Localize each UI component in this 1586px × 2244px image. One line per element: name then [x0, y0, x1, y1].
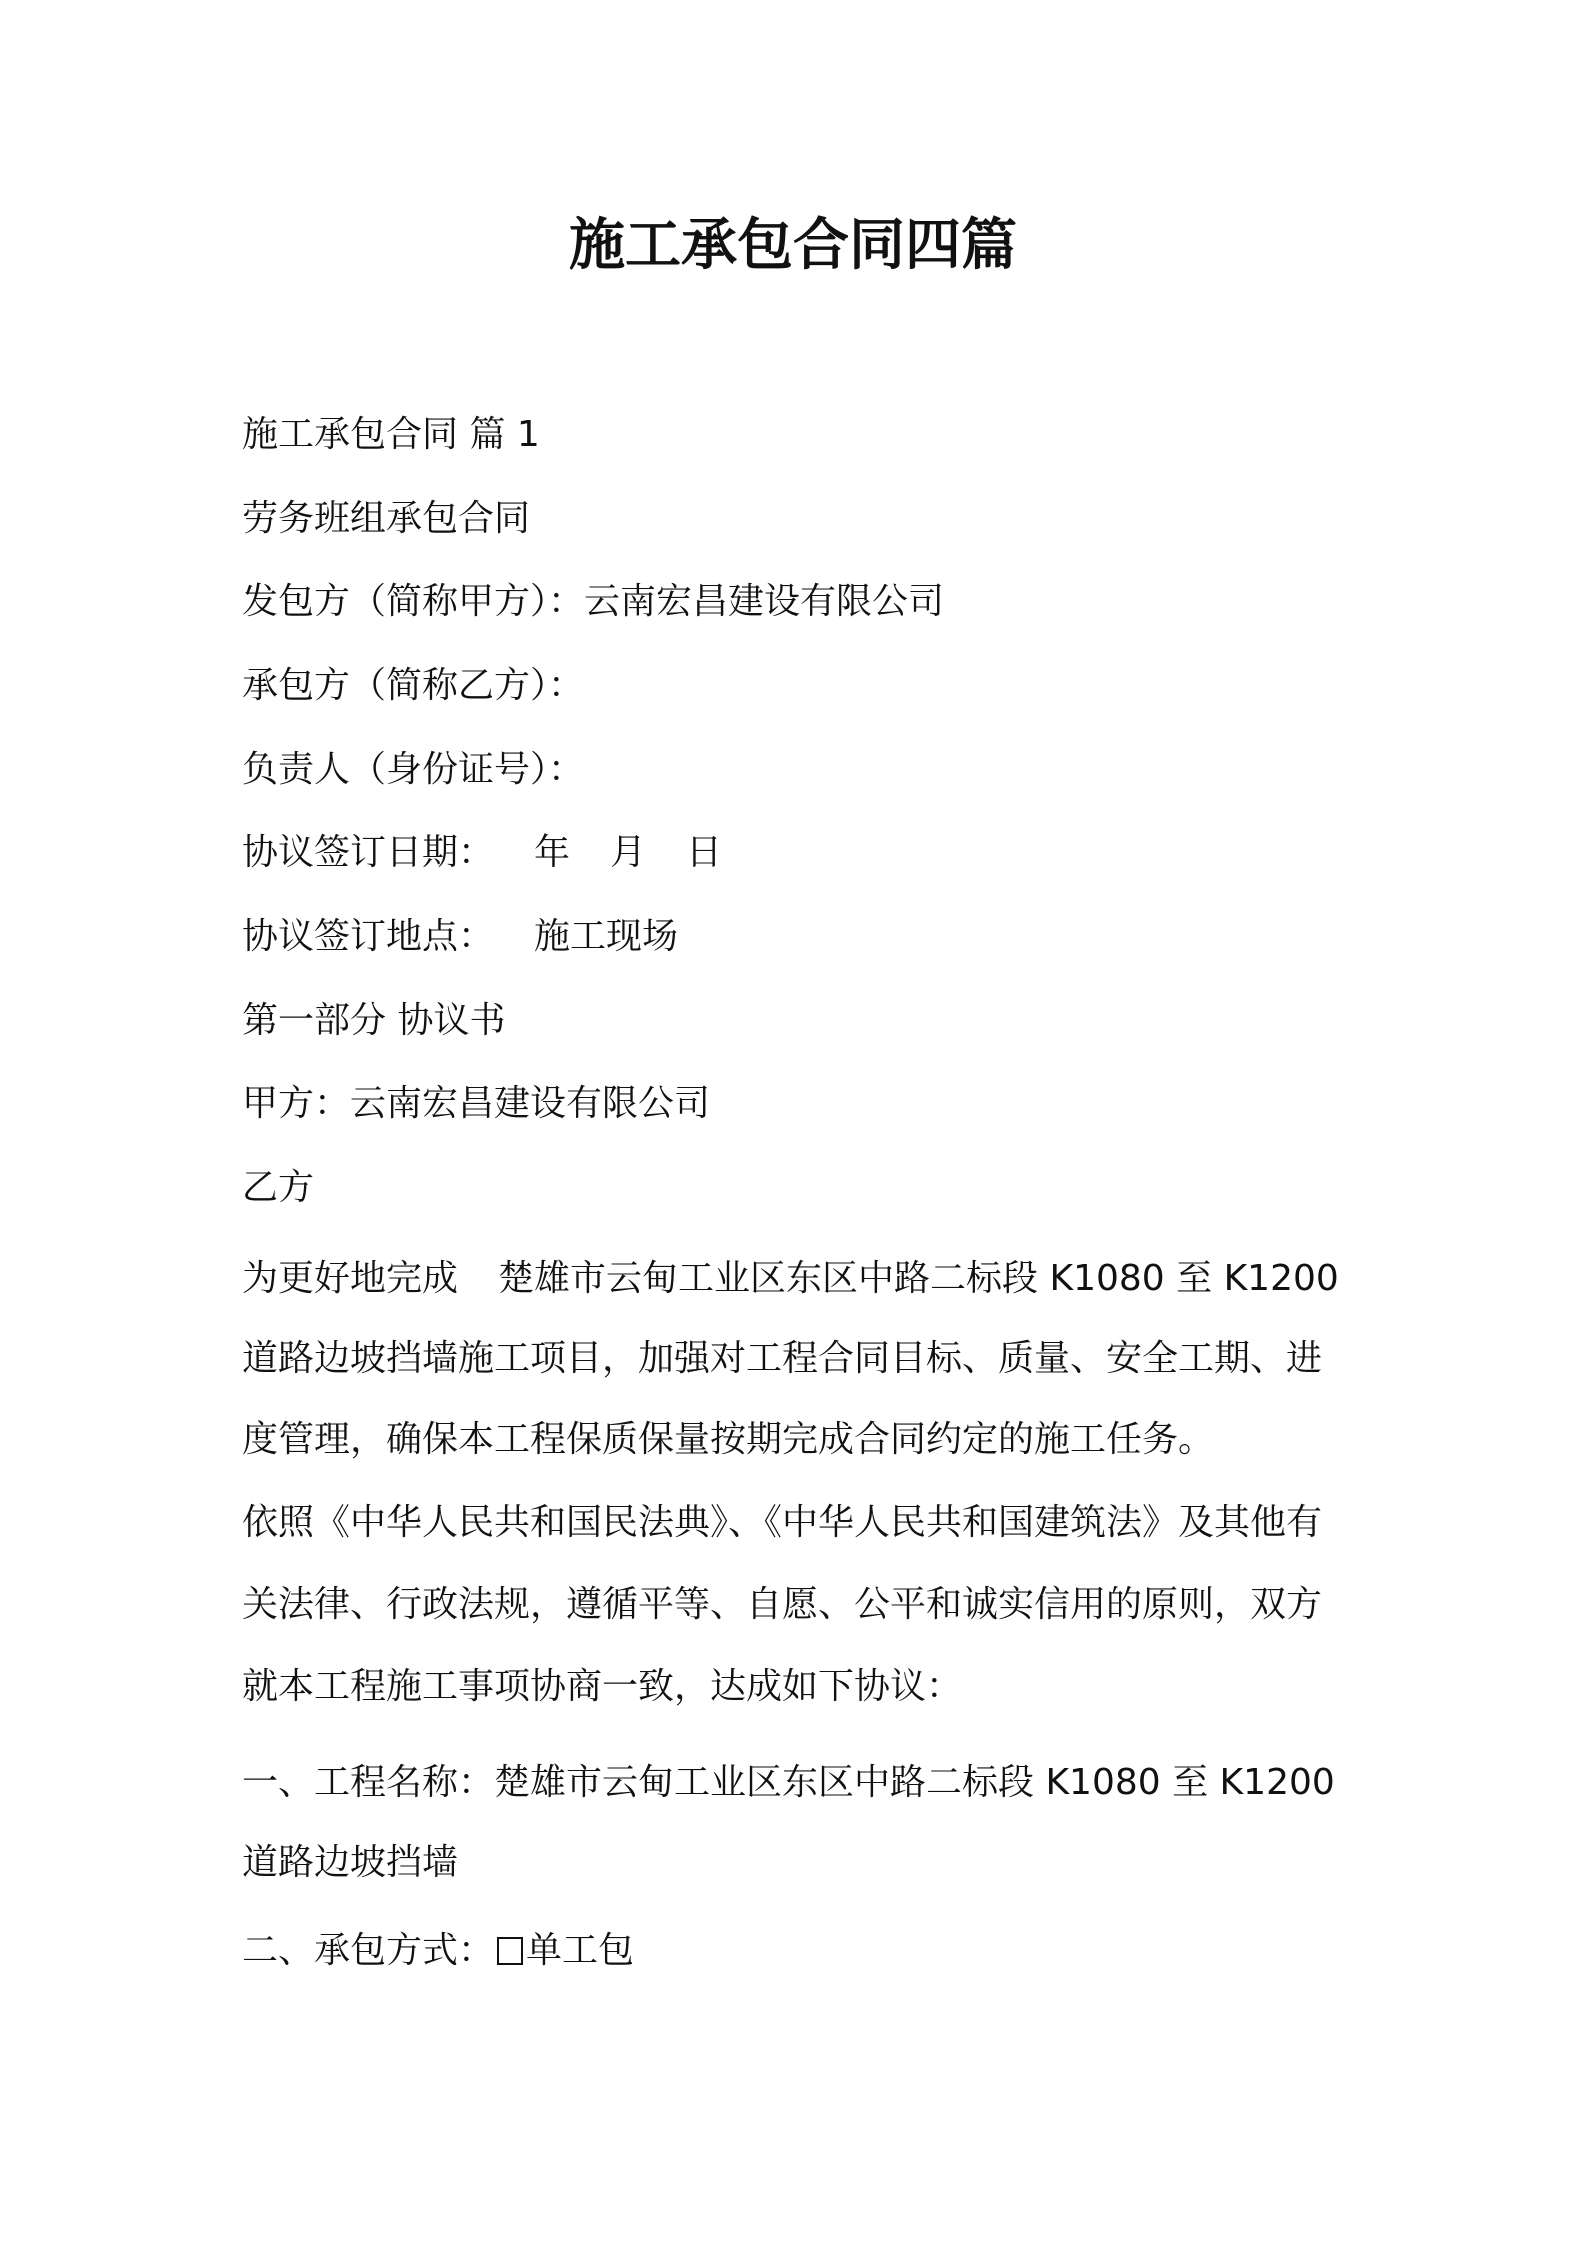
sign-date-label: 协议签订日期： [242, 832, 495, 873]
party-b-short: 乙方 [242, 1167, 315, 1208]
part-one-heading: 第一部分 协议书 [242, 1000, 506, 1041]
sign-date-line [242, 811, 1357, 894]
paragraph-2-line-2: 关法律、行政法规，遵循平等、自愿、公平和诚实信用的原则，双方 [242, 1584, 1323, 1625]
sign-date-month: 月 [610, 832, 647, 873]
party-a-line: 发包方（简称甲方）：云南宏昌建设有限公司 [242, 581, 945, 622]
paragraph-1-prefix: 为更好地完成 [242, 1258, 459, 1299]
party-b-line: 承包方（简称乙方）： [242, 665, 585, 706]
sign-date-day: 日 [686, 832, 723, 873]
sign-place-label: 协议签订地点： [242, 916, 495, 957]
sign-place-value: 施工现场 [534, 916, 679, 957]
contract-subheading: 劳务班组承包合同 [242, 498, 531, 539]
paragraph-1-line-3: 度管理，确保本工程保质保量按期完成合同约定的施工任务。 [242, 1419, 1215, 1460]
responsible-person-line: 负责人（身份证号）： [242, 749, 585, 790]
sign-date-year: 年 [534, 832, 571, 873]
section-heading: 施工承包合同 篇 1 [242, 414, 540, 455]
document-title: 施工承包合同四篇 [569, 213, 1017, 278]
contract-type-option: 单工包 [526, 1930, 635, 1971]
item-2-line [242, 1909, 1357, 1992]
paragraph-1-line-1 [242, 1237, 1357, 1320]
contract-type-checkbox[interactable] [497, 1937, 523, 1965]
paragraph-2-line-1: 依照《中华人民共和国民法典》、《中华人民共和国建筑法》及其他有 [242, 1502, 1323, 1543]
paragraph-2-line-3: 就本工程施工事项协商一致，达成如下协议： [242, 1666, 963, 1707]
party-a-short: 甲方：云南宏昌建设有限公司 [242, 1083, 711, 1124]
sign-place-line [242, 895, 1357, 978]
paragraph-1-project: 楚雄市云甸工业区东区中路二标段 K1080 至 K1200 [498, 1258, 1339, 1299]
item-1-line-2: 道路边坡挡墙 [242, 1842, 459, 1883]
contract-type-label: 二、承包方式： [242, 1930, 495, 1971]
paragraph-1-line-2: 道路边坡挡墙施工项目，加强对工程合同目标、质量、安全工期、进 [242, 1338, 1323, 1379]
item-1-line-1: 一、工程名称：楚雄市云甸工业区东区中路二标段 K1080 至 K1200 [242, 1762, 1335, 1803]
